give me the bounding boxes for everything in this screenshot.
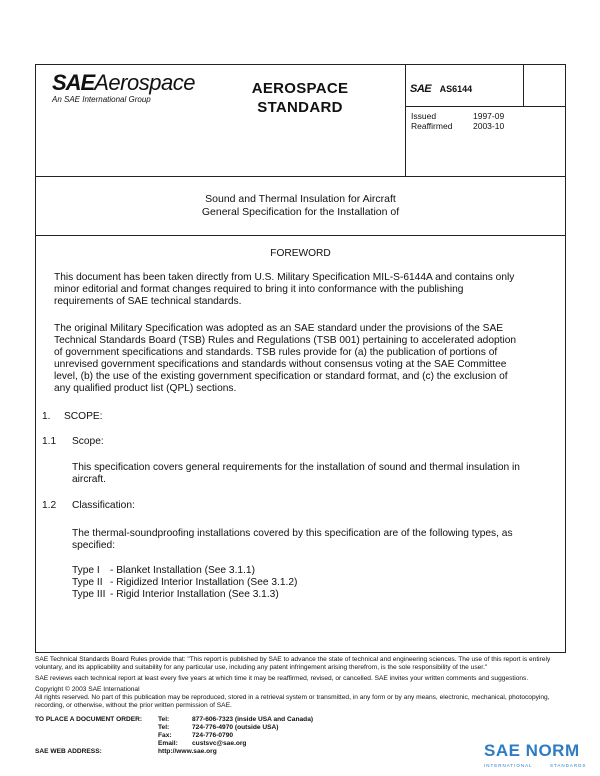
standard-title [225, 79, 375, 117]
sae-aerospace-logo [52, 70, 195, 96]
footer-rights-line2: recording, or otherwise, without the prior written permission of SAE. [35, 702, 232, 709]
docnum-box-bottom [405, 106, 566, 107]
section-1-title: SCOPE: [64, 411, 103, 422]
text-line: aircraft. [72, 474, 106, 485]
section-1-number: 1. [42, 411, 51, 422]
watermark-sub-left: INTERNATIONAL [484, 763, 533, 768]
text-line: specified: [72, 540, 116, 551]
standard-title-line2: STANDARD [257, 99, 343, 116]
footer-rules-line2: voluntary, and its applicability and suitability for any particular use, including any patent infringement arising therefrom, is the sole responsibility of the user." [35, 664, 488, 671]
text-line: any qualified product list (QPL) sections. [54, 383, 237, 394]
header-divider [35, 176, 566, 177]
standard-title-line1: AEROSPACE [251, 80, 349, 97]
reaffirmed-value: 2003-10 [473, 121, 505, 131]
web-address-link[interactable]: http://www.sae.org [158, 748, 217, 755]
logo-sae-text: SAE [52, 70, 95, 95]
issued-label: Issued [411, 111, 437, 121]
tel2-label: Tel: [158, 724, 170, 731]
type-label: Type I [72, 565, 100, 576]
logo-subtitle: An SAE International Group [52, 95, 151, 104]
docnum-box-divider [523, 64, 524, 106]
sae-norm-watermark [484, 741, 598, 773]
document-title-line2: General Specification for the Installation of [201, 206, 400, 218]
title-block-divider [35, 235, 566, 236]
section-1-1-number: 1.1 [42, 436, 57, 447]
section-1-2-number: 1.2 [42, 500, 57, 511]
watermark-sub-right: STANDARDS [550, 763, 587, 768]
text-line: This specification covers general requirements for the installation of sound and thermal insulation in [72, 462, 520, 473]
type-list-item [72, 577, 297, 589]
foreword-heading: FOREWORD [270, 248, 331, 259]
text-line: This document has been taken directly from U.S. Military Specification MIL-S-6144A and contains only [54, 272, 515, 283]
type-list-item [72, 565, 297, 577]
footer-review: SAE reviews each technical report at least every five years at which time it may be reaffirmed, revised, or cancelled. SAE invites your written comments and suggestions. [35, 675, 529, 682]
issued-value: 1997-09 [473, 111, 505, 121]
doc-number: AS6144 [439, 84, 473, 94]
text-line: unrevised government specifications and standards without consensus voting at the SAE Committee [54, 359, 507, 370]
section-1-2-title: Classification: [72, 500, 135, 511]
fax-number: 724-776-0790 [192, 732, 234, 739]
order-label: TO PLACE A DOCUMENT ORDER: [35, 716, 143, 723]
email-address[interactable]: custsvc@sae.org [192, 740, 247, 747]
text-line: The thermal-soundproofing installations covered by this specification are of the following types, as [72, 528, 513, 539]
text-line: of government specifications and standards. TSB rules provide for (a) the publication of portions of [54, 347, 498, 358]
text-line: minor editorial and format changes required to bring it into conformance with the publishing [54, 284, 464, 295]
watermark-text: SAE NORM [484, 741, 580, 760]
web-label: SAE WEB ADDRESS: [35, 748, 102, 755]
type-description: - Rigid Interior Installation (See 3.1.3) [110, 589, 279, 600]
text-line: requirements of SAE technical standards. [54, 296, 242, 307]
tel-label: Tel: [158, 716, 170, 723]
section-1-1-text [72, 462, 562, 486]
type-description: - Blanket Installation (See 3.1.1) [110, 565, 255, 576]
footer-rules-line1: SAE Technical Standards Board Rules provide that: "This report is published by SAE to advance the state of technical and engineering sciences. The use of this report is entirely [35, 656, 551, 663]
email-label: Email: [158, 740, 178, 747]
document-title-line1: Sound and Thermal Insulation for Aircraft [205, 193, 396, 205]
type-description: - Rigidized Interior Installation (See 3.1.2) [110, 577, 298, 588]
foreword-paragraph-2 [54, 323, 564, 395]
type-list-item [72, 589, 297, 601]
text-line: The original Military Specification was adopted as an SAE standard under the provisions of the SAE [54, 323, 504, 334]
footer-rights-line1: All rights reserved. No part of this publication may be reproduced, stored in a retrieval system or transmitted, in any form or by any means, electronic, mechanical, photocopying, [35, 694, 550, 701]
header-right-divider [405, 64, 406, 176]
type-label: Type II [72, 577, 103, 588]
logo-aerospace-text: Aerospace [94, 70, 195, 95]
tel-us: 877-606-7323 (inside USA and Canada) [192, 716, 314, 723]
type-list [72, 565, 297, 601]
fax-label: Fax: [158, 732, 172, 739]
doc-number-block [410, 79, 472, 97]
tel-intl: 724-776-4970 (outside USA) [192, 724, 279, 731]
foreword-paragraph-1 [54, 272, 564, 308]
section-1-2-text [72, 528, 562, 552]
reaffirmed-label: Reaffirmed [411, 121, 453, 131]
text-line: Technical Standards Board (TSB) Rules and Regulations (TSB 001) pertaining to accelerated adoption [54, 335, 517, 346]
text-line: level, (b) the use of the existing government specification or standard format, and (c) the exclusion of [54, 371, 508, 382]
type-label: Type III [72, 589, 106, 600]
footer-copyright: Copyright © 2003 SAE International [35, 686, 140, 693]
sae-mark: SAE [410, 83, 432, 95]
section-1-1-title: Scope: [72, 436, 104, 447]
